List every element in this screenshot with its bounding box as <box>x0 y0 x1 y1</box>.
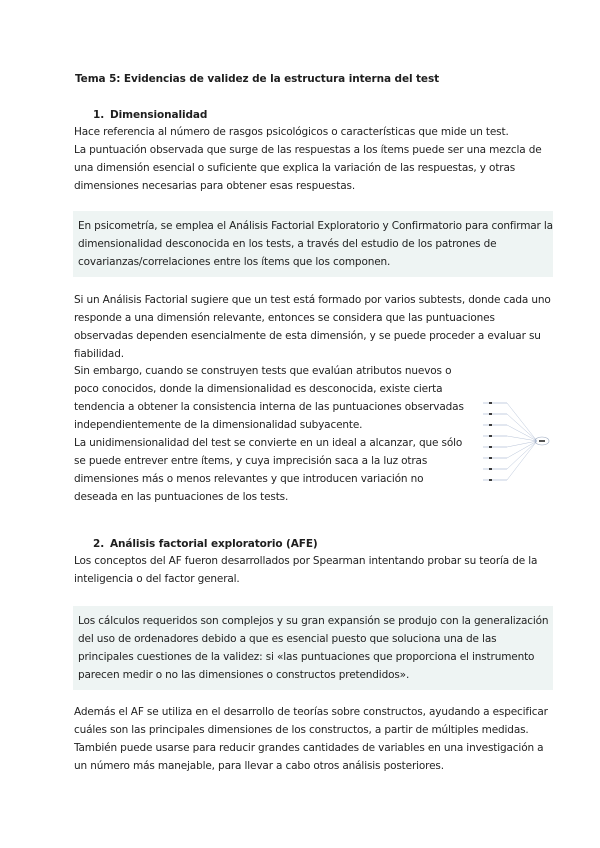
callout-text: En psicometría, se emplea el Análisis Factorial Exploratorio y Confirmatorio para confirmar la dimensionalidad desconocida en los tests, a través del estudio de los patrones de covarianzas/correlaciones entre los ítems que los componen. <box>78 220 553 268</box>
section-number: 2. <box>93 538 105 550</box>
section-1-intro: Hace referencia al número de rasgos psicológicos o características que mide un test. La puntuación observada que surge de las respuestas a los ítems puede ser una mezcla de una dimensión esencial o suficiente que explica la variación de las respuestas, y otras dimensiones necesarias para obtener esas respuestas. <box>74 126 542 192</box>
section-2-intro: Los conceptos del AF fueron desarrollados por Spearman intentando probar su teoría de la inteligencia o del factor general. <box>74 555 538 585</box>
section-2-callout <box>73 606 553 690</box>
section-number: 1. <box>93 109 105 121</box>
diagram-loading-lines <box>507 403 537 480</box>
section-heading-afe <box>93 538 318 550</box>
factor-diagram <box>479 397 557 491</box>
callout-text: Los cálculos requeridos son complejos y su gran expansión se produjo con la generalización del uso de ordenadores debido a que es esencial puesto que soluciona una de las principales cuestiones de la validez: si «las puntuaciones que proporciona el instrumento parecen medir o no las dimensiones o constructos pretendidos». <box>78 615 549 681</box>
section-heading-text: Dimensionalidad <box>110 109 208 121</box>
section-heading-dimensionalidad <box>93 109 207 121</box>
section-heading-text: Análisis factorial exploratorio (AFE) <box>110 538 318 550</box>
document-title: Tema 5: Evidencias de validez de la estructura interna del test <box>75 73 440 85</box>
section-2-body-1: Además el AF se utiliza en el desarrollo de teorías sobre constructos, ayudando a especificar cuáles son las principales dimensiones de los constructos, a partir de múltiples medidas. También puede usarse para reducir grandes cantidades de variables en una investigación a un número más manejable, para llevar a cabo otros análisis posteriores. <box>74 706 548 772</box>
section-1-body-1: Si un Análisis Factorial sugiere que un test está formado por varios subtests, donde cada uno responde a una dimensión relevante, entonces se considera que las puntuaciones observadas dependen esencialmente de esta dimensión, y se puede proceder a evaluar su fiabilidad. <box>74 294 551 360</box>
section-1-callout <box>73 211 553 277</box>
section-1-body-2: Sin embargo, cuando se construyen tests que evalúan atributos nuevos o poco conocidos, donde la dimensionalidad es desconocida, existe cierta tendencia a obtener la consistencia interna de las puntuaciones observadas independientemente de la dimensionalidad subyacente. La unidimensionalidad del test se convierte en un ideal a alcanzar, que sólo se puede entrever entre ítems, y cuya imprecisión saca a la luz otras dimensiones más o menos relevantes y que introducen variación no deseada en las puntuaciones de los tests. <box>74 365 464 503</box>
diagram-item-nodes <box>483 403 507 480</box>
